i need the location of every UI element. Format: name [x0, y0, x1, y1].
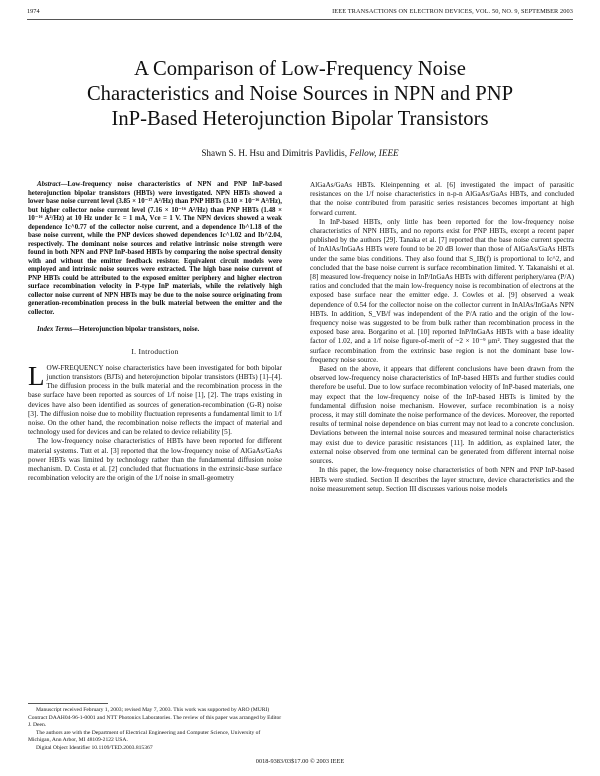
- paper-title: [20, 57, 580, 132]
- author-role: Fellow, IEEE: [349, 148, 399, 158]
- abstract: [28, 181, 282, 317]
- drop-cap: L: [28, 360, 45, 391]
- footnote-doi: Digital Object Identifier 10.1109/TED.2003.815367: [36, 744, 153, 751]
- intro-paragraph-1-text: OW-FREQUENCY noise characteristics have been investigated for both bipolar junction transistors (BJTs) and heterojunction bipolar transistors (HBTs) [1]–[4]. The diffusion process in the bulk material and the recombination process in the base surface have been reported as sources of 1/f noise [1], [2]. The traps existing in devices have also been identified as sources of generation-recombination (G-R) noise [3]. The diffusion noise due to mobility fluctuation represents a fundamental limit to 1/f noise. On the other hand, the recombination noise reflects the impact of material and technology used for devices and can be related to device reliability [5].: [28, 363, 282, 437]
- right-paragraph-3: Based on the above, it appears that different conclusions have been drawn from the observed low-frequency noise characteristics of InP-based HBTs and further studies could therefore be useful. Due to low surface recombination velocity of InP-based materials, one may expect that the low-frequency noise of the InP-based HBTs is limited by the fundamental diffusion noise mechanism. However, surface recombination is a noisy process, it may still dominate the noise performance of the devices. Moreover, the reported results of terminal noise dependence on bias current may not lead to a concrete conclusion. Deviations between the internal noise sources and measured terminal noise characteristics may exist due to device parasitic resistances [11]. In addition, as explained later, the external noise observed from one terminal can be generated from different internal noise sources.: [310, 365, 574, 466]
- title-line-3: InP-Based Heterojunction Bipolar Transistors: [111, 108, 489, 130]
- section-heading: I. Introduction: [131, 346, 179, 356]
- intro-paragraph-2: The low-frequency noise characteristics of HBTs have been reported for different material systems. Tutt et al. [3] reported that the low-frequency noise of AlGaAs/GaAs power HBTs was limited by technology rather than the fundamental diffusion noise mechanism. D. Costa et al. [2] concluded that fluctuations in the extrinsic-base surface recombination velocity are the origin of the 1/f noise in small-geometry: [28, 437, 282, 483]
- right-column: [310, 181, 574, 494]
- journal-header: IEEE TRANSACTIONS ON ELECTRON DEVICES, VOL. 50, NO. 9, SEPTEMBER 2003: [332, 8, 573, 15]
- abstract-text: Low-frequency noise characteristics of NPN and PNP InP-based heterojunction bipolar transistors (HBTs) were investigated. NPN HBTs showed a lower base noise current level (3.85 × 10⁻¹⁷ A²/Hz) than PNP HBTs (3.10 × 10⁻¹⁶ A²/Hz), but higher collector noise current level (7.16 × 10⁻¹⁶ A²/Hz) than PNP HBTs (1.48 × 10⁻¹⁶ A²/Hz) at 10 Hz under Ic = 1 mA, Vce = 1 V. The NPN devices showed a weak dependence Ic^0.77 of the collector noise current, and a dependence Ib^1.18 of the base noise current, while the PNP devices showed dependences Ic^1.02 and Ib^2.04, respectively. The dominant noise sources and relative intrinsic noise strength were found in both NPN and PNP InP-based HBTs by comparing the noise spectral density with and without the emitter feedback resistor. Equivalent circuit models were employed and intrinsic noise sources were extracted. The high base noise current of PNP HBTs could be attributed to the exposed emitter periphery and higher electron surface recombination velocity in P-type InP materials, while the relatively high collector noise current of NPN HBTs may be due to the noise source originating from generation-recombination process in the bulk material between the emitter and the collector.: [28, 181, 282, 316]
- index-terms-label: Index Terms—: [37, 326, 80, 333]
- footnote-manuscript: Manuscript received February 1, 2003; revised May 7, 2003. This work was supported by ARO (MURI) Contract DAAH04-96-1-0001 and NTT Photonics Laboratories. The review of this paper was arranged by Editor J. Deen.: [28, 707, 282, 729]
- page-number: 1974: [27, 8, 40, 15]
- running-header: [27, 8, 573, 18]
- index-terms-text: Heterojunction bipolar transistors, noise.: [79, 326, 200, 333]
- index-terms: [28, 326, 282, 335]
- right-paragraph-2: In InP-based HBTs, only little has been reported for the low-frequency noise characteristics of NPN HBTs, and no reports exist for PNP HBTs, except a recent paper published by the authors [29]. Tanaka et al. [7] reported that the base noise current spectra of InAlAs/InGaAs HBTs were found to be 20 dB lower than those of AlGaAs/GaAs HBTs under the same bias conditions. They also found that S_IB(f) is proportional to Ic^2, and concluded that the base noise current is surface recombination limited. Y. Takanaishi et al. [8] measured low-frequency noise in InP/InGaAs HBTs with different periphery/area (P/A) ratios and concluded that the main low-frequency noise is recombination of electrons at the exposed base surface near the emitter edge. J. Cowles et al. [9] observed a weak dependence of 0.54 for the collector noise on the collector current in InAlAs/InGaAs NPN HBTs. In addition, S_VB/f was independent of the P/A ratio and the origin of the low-frequency noise was suggested to be from bulk rather than recombination process in the exposed base area. Borgarino et al. [10] reported InP/InGaAs HBTs with a base ideality factor of 1.02, and a 1/f noise figure-of-merit of ~2 × 10⁻⁹ μm². They suggested that the surface recombination from the extrinsic base region is not the dominant base low-frequency noise source.: [310, 217, 574, 364]
- title-line-1: A Comparison of Low-Frequency Noise: [134, 58, 466, 80]
- author-names: Shawn S. H. Hsu and Dimitris Pavlidis,: [201, 148, 350, 158]
- title-line-2: Characteristics and Noise Sources in NPN and PNP: [86, 83, 514, 105]
- right-paragraph-4: In this paper, the low-frequency noise characteristics of both NPN and PNP InP-based HBTs were studied. Section II describes the layer structure, device characteristics and the noise measurement setup. Section III discusses various noise models: [310, 466, 574, 493]
- header-rule: [27, 19, 573, 20]
- footnote-rule: [28, 703, 108, 704]
- abstract-label: Abstract—: [37, 181, 68, 188]
- left-column: [28, 181, 282, 483]
- intro-paragraph-1: [28, 360, 282, 438]
- footnotes: [28, 707, 282, 753]
- footnote-affiliation: The authors are with the Department of Electrical Engineering and Computer Science, University of Michigan, Ann Arbor, MI 48109-2122 USA.: [28, 729, 261, 744]
- copyright-footer: 0018-9383/03$17.00 © 2003 IEEE: [255, 758, 345, 765]
- right-paragraph-1: AlGaAs/GaAs HBTs. Kleinpenning et al. [6] investigated the impact of parasitic resistances on the 1/f noise characteristics in n-p-n AlGaAs/GaAs HBTs, and concluded that the noise contributed from parasitic series resistances becomes important at high forward current.: [310, 181, 574, 217]
- authors: [20, 148, 580, 158]
